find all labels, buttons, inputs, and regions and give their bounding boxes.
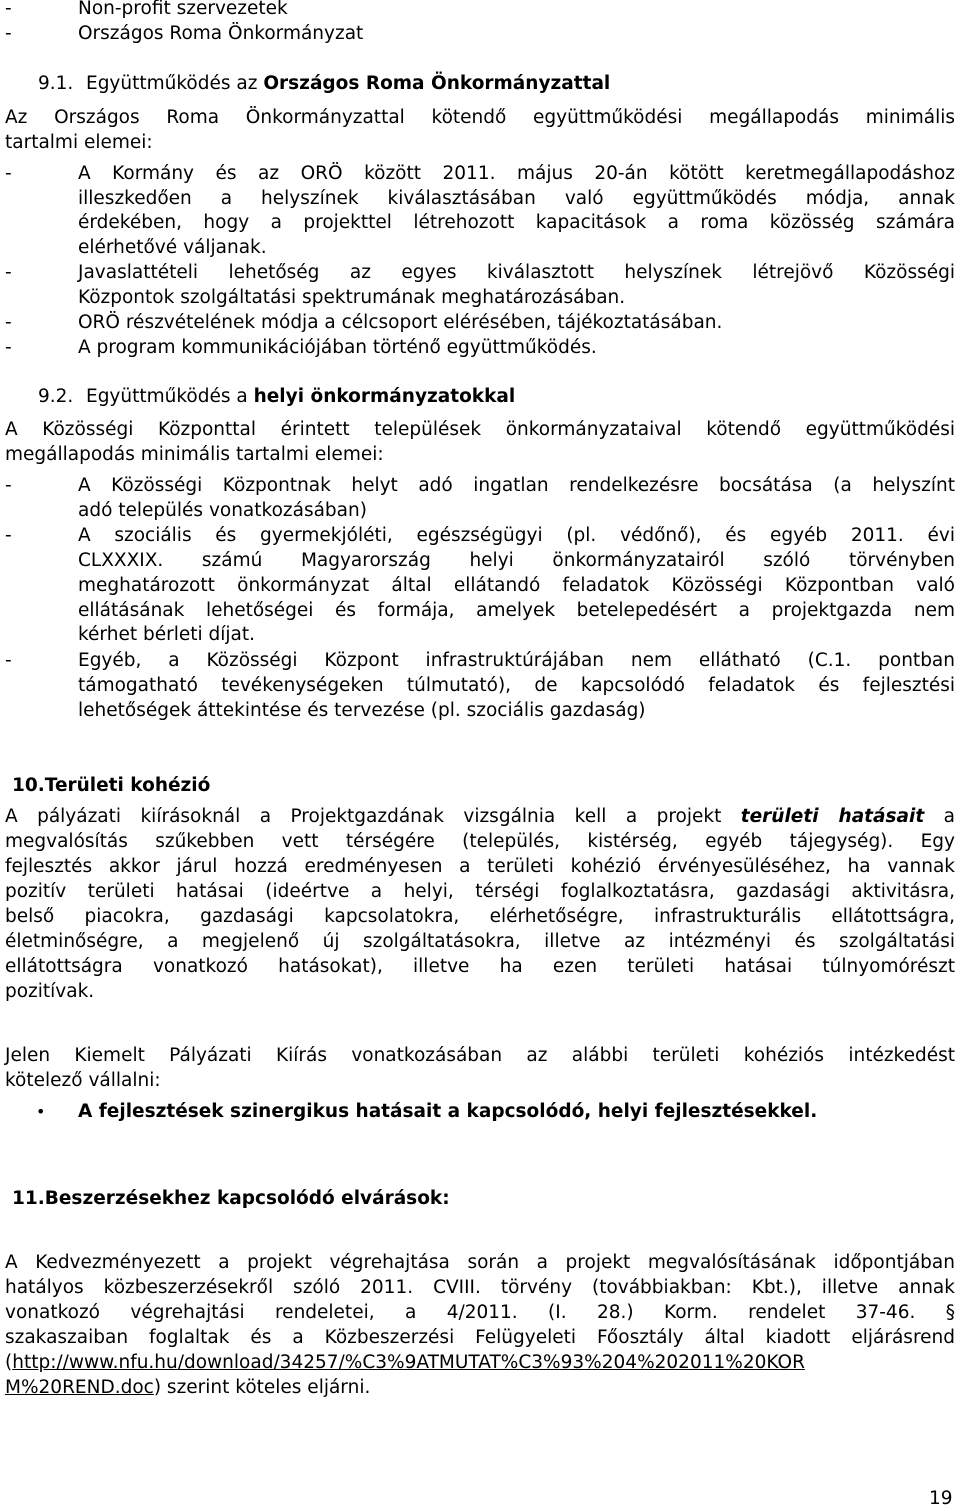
section-heading: Együttműködés az Országos Roma Önkormányzattal bbox=[86, 73, 611, 94]
list-dash: - bbox=[5, 525, 12, 546]
list-item-line: illeszkedően a helyszínek kiválasztásában való együttműködés módja, annak bbox=[78, 188, 955, 209]
paragraph-line: vonatkozó végrehajtási rendeletei, a 4/2011. (I. 28.) Korm. rendelet 37-46. § bbox=[5, 1302, 955, 1323]
paragraph-line: Az Országos Roma Önkormányzattal kötendő együttműködési megállapodás minimális bbox=[5, 107, 955, 128]
paragraph-line: (http://www.nfu.hu/download/34257/%C3%9ATMUTAT%C3%93%204%202011%20KOR bbox=[5, 1352, 805, 1373]
list-dash: - bbox=[5, 312, 12, 333]
list-item-line: A Kormány és az ORÖ között 2011. május 20-án kötött keretmegállapodáshoz bbox=[78, 163, 955, 184]
paragraph-line: Jelen Kiemelt Pályázati Kiírás vonatkozásában az alábbi területi kohéziós intézkedést bbox=[5, 1045, 955, 1066]
document-link[interactable]: M%20REND.doc bbox=[5, 1377, 154, 1398]
list-dash: - bbox=[5, 262, 12, 283]
list-dash: - bbox=[5, 650, 12, 671]
list-item-line: adó település vonatkozásában) bbox=[78, 500, 367, 521]
section-number: 9.1. bbox=[38, 73, 74, 94]
paragraph-line: M%20REND.doc) szerint köteles eljárni. bbox=[5, 1377, 371, 1398]
page-number: 19 bbox=[929, 1488, 953, 1509]
paragraph-line: fejlesztés akkor járul hozzá eredményesen a területi kohézió érvényesüléséhez, ha vannak bbox=[5, 856, 955, 877]
paragraph-line: megvalósítás szűkebben vett térségére (település, kistérség, egyéb tájegység). Egy bbox=[5, 831, 955, 852]
list-item-line: A program kommunikációjában történő együttműködés. bbox=[78, 337, 597, 358]
list-item-line: Egyéb, a Közösségi Központ infrastruktúrájában nem ellátható (C.1. pontban bbox=[78, 650, 955, 671]
list-item: Non-profit szervezetek bbox=[78, 0, 288, 19]
paragraph-line: szakaszaiban foglaltak és a Közbeszerzési Felügyeleti Főosztály által kiadott eljárásrend bbox=[5, 1327, 955, 1348]
list-dash: - bbox=[5, 163, 12, 184]
section-number: 9.2. bbox=[38, 386, 74, 407]
paragraph-line: megállapodás minimális tartalmi elemei: bbox=[5, 444, 384, 465]
list-item-line: ORÖ részvételének módja a célcsoport elérésében, tájékoztatásában. bbox=[78, 312, 723, 333]
paragraph-line: A Kedvezményezett a projekt végrehajtása során a projekt megvalósításának időpontjában bbox=[5, 1252, 955, 1273]
list-item-line: ellátásának lehetőségei és formája, amelyek betelepedésért a projektgazda nem bbox=[78, 600, 955, 621]
section-number: 11. bbox=[12, 1188, 45, 1209]
list-dash: - bbox=[5, 0, 12, 19]
paragraph-line: kötelező vállalni: bbox=[5, 1070, 161, 1091]
list-item-line: CLXXXIX. számú Magyarország helyi önkormányzatairól szóló törvényben bbox=[78, 550, 955, 571]
list-item-line: A szociális és gyermekjóléti, egészségügyi (pl. védőnő), és egyéb 2011. évi bbox=[78, 525, 955, 546]
section-number: 10. bbox=[12, 775, 45, 796]
list-dash: - bbox=[5, 337, 12, 358]
list-item: Országos Roma Önkormányzat bbox=[78, 23, 364, 44]
paragraph-line: A pályázati kiírásoknál a Projektgazdának vizsgálnia kell a projekt területi hatásait a bbox=[5, 806, 955, 827]
section-heading: Együttműködés a helyi önkormányzatokkal bbox=[86, 386, 516, 407]
paragraph-line: belső piacokra, gazdasági kapcsolatokra, elérhetőségre, infrastrukturális ellátottságra, bbox=[5, 906, 955, 927]
list-item-line: elérhetővé váljanak. bbox=[78, 237, 267, 258]
list-item-line: kérhet bérleti díjat. bbox=[78, 624, 255, 645]
paragraph-line: ellátottságra vonatkozó hatásokat), illetve ha ezen területi hatásai túlnyomórészt bbox=[5, 956, 955, 977]
document-link[interactable]: http://www.nfu.hu/download/34257/%C3%9ATMUTAT%C3%93%204%202011%20KOR bbox=[12, 1352, 805, 1373]
section-heading: 10.Területi kohézió bbox=[12, 775, 211, 796]
list-item-line: lehetőségek áttekintése és tervezése (pl. szociális gazdaság) bbox=[78, 700, 646, 721]
section-heading: 11.Beszerzésekhez kapcsolódó elvárások: bbox=[12, 1188, 450, 1209]
list-dash: - bbox=[5, 475, 12, 496]
list-item-line: támogatható tevékenységeken túlmutató), de kapcsolódó feladatok és fejlesztési bbox=[78, 675, 955, 696]
bullet-icon: • bbox=[36, 1102, 46, 1121]
list-item-line: A Közösségi Központnak helyt adó ingatlan rendelkezésre bocsátása (a helyszínt bbox=[78, 475, 955, 496]
list-item-line: Javaslattételi lehetőség az egyes kiválasztott helyszínek létrejövő Közösségi bbox=[78, 262, 955, 283]
paragraph-line: A Közösségi Központtal érintett települések önkormányzataival kötendő együttműködési bbox=[5, 419, 955, 440]
list-item-line: Központok szolgáltatási spektrumának meghatározásában. bbox=[78, 287, 626, 308]
paragraph-line: életminőségre, a megjelenő új szolgáltatásokra, illetve az intézményi és szolgáltatási bbox=[5, 931, 955, 952]
paragraph-line: tartalmi elemei: bbox=[5, 132, 153, 153]
list-item-line: érdekében, hogy a projekttel létrehozott kapacitások a roma közösség számára bbox=[78, 212, 955, 233]
paragraph-line: pozitívak. bbox=[5, 981, 95, 1002]
list-item: A fejlesztések szinergikus hatásait a kapcsolódó, helyi fejlesztésekkel. bbox=[78, 1101, 818, 1122]
paragraph-line: pozitív területi hatásai (ideértve a helyi, térségi foglalkoztatásra, gazdasági aktivitásra, bbox=[5, 881, 955, 902]
list-item-line: meghatározott önkormányzat által ellátandó feladatok Közösségi Központban való bbox=[78, 575, 955, 596]
paragraph-line: hatályos közbeszerzésekről szóló 2011. CVIII. törvény (továbbiakban: Kbt.), illetve annak bbox=[5, 1277, 955, 1298]
list-dash: - bbox=[5, 23, 12, 44]
